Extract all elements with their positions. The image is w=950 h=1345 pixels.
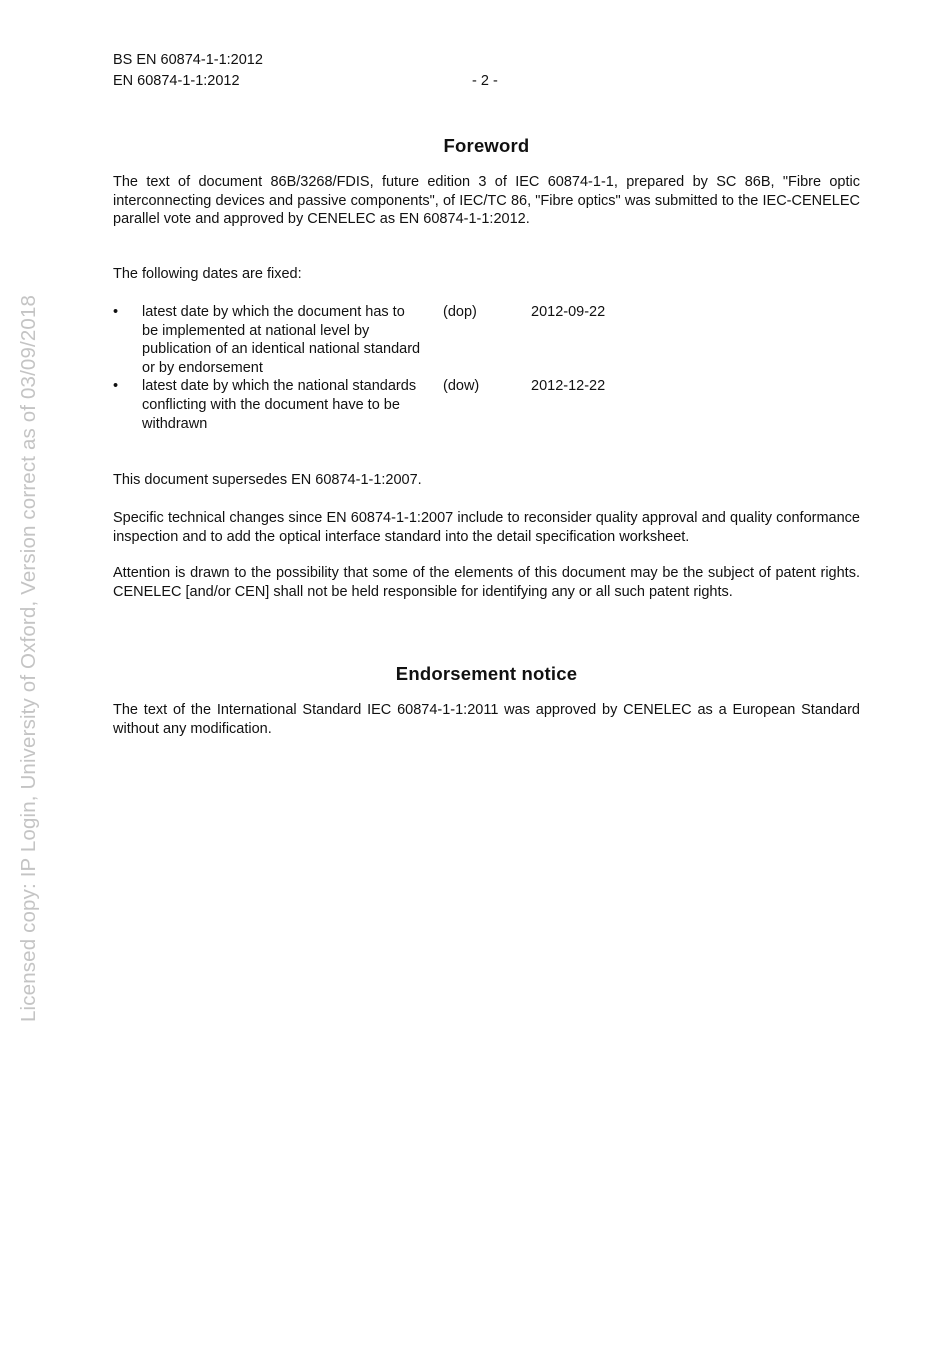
bullet-icon: •: [113, 304, 119, 320]
header-doc-id-bs: BS EN 60874-1-1:2012: [113, 52, 263, 68]
license-watermark: Licensed copy: IP Login, University of Oxford, Version correct as of 03/09/2018: [17, 294, 40, 1022]
date-item-value: 2012-09-22: [531, 304, 606, 320]
date-item-description: latest date by which the national standards conflicting with the document have to be withdrawn: [142, 378, 417, 432]
date-item-value: 2012-12-22: [531, 378, 606, 395]
page-number: - 2 -: [472, 73, 498, 89]
date-item-description: latest date by which the document has to be implemented at national level by publication of an identical national standard or by endorsement: [142, 304, 421, 376]
list-item-dop: [113, 303, 673, 377]
endorsement-heading: Endorsement notice: [395, 663, 578, 684]
endorsement-paragraph: The text of the International Standard IEC 60874-1-1:2011 was approved by CENELEC as a European Standard without any modification.: [113, 702, 860, 737]
foreword-heading: Foreword: [443, 135, 530, 156]
supersedes-paragraph: This document supersedes EN 60874-1-1:2007.: [113, 472, 422, 488]
patent-attention-paragraph: Attention is drawn to the possibility that some of the elements of this document may be the subject of patent rights. CENELEC [and/or CEN] shall not be held responsible for identifying any or all such patent rights.: [113, 565, 860, 600]
list-item-dow: [113, 377, 673, 433]
date-item-code: (dop): [443, 304, 477, 320]
foreword-intro-paragraph: The text of document 86B/3268/FDIS, future edition 3 of IEC 60874-1-1, prepared by SC 86B, "Fibre optic interconnecting devices and passive components", of IEC/TC 86, "Fibre optics" was submitted to the IEC-CENELEC parallel vote and approved by CENELEC as EN 60874-1-1:2012.: [113, 174, 860, 228]
technical-changes-paragraph: Specific technical changes since EN 60874-1-1:2007 include to reconsider quality approval and quality conformance inspection and to add the optical interface standard into the detail specification worksheet.: [113, 510, 860, 545]
header-doc-id-en: EN 60874-1-1:2012: [113, 73, 240, 89]
bullet-icon: •: [113, 378, 119, 395]
fixed-dates-list: [113, 303, 673, 433]
dates-intro-text: The following dates are fixed:: [113, 266, 302, 282]
date-item-code: (dow): [443, 378, 480, 395]
